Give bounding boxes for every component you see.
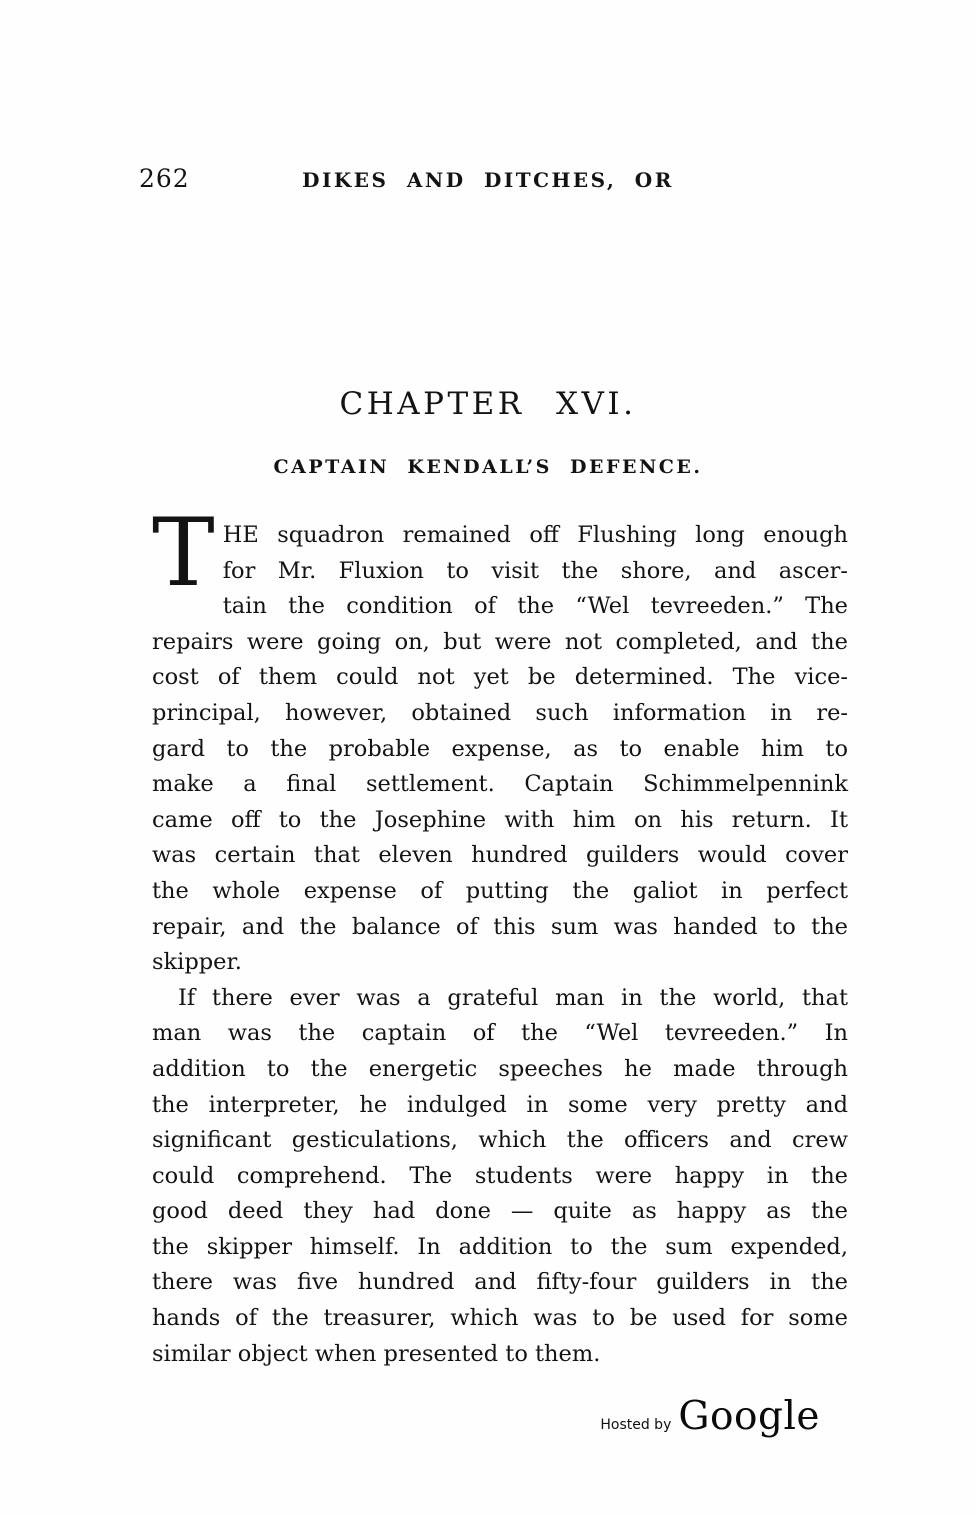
text-line: addition to the energetic speeches he made through: [152, 1055, 848, 1082]
chapter-title: CHAPTER XVI.: [339, 386, 637, 422]
text-line: came off to the Josephine with him on his return. It: [152, 806, 848, 833]
text-line: good deed they had done — quite as happy as the: [152, 1198, 848, 1225]
body-text: [152, 499, 848, 1372]
text-line: repairs were going on, but were not completed, and the: [152, 628, 848, 655]
paragraph: [152, 981, 848, 1373]
text-line: the whole expense of putting the galiot in perfect: [152, 877, 848, 904]
drop-cap: T: [152, 499, 215, 608]
page-number: 262: [139, 164, 190, 193]
text-line: was certain that eleven hundred guilders would cover: [152, 842, 848, 869]
text-line: gard to the probable expense, as to enable him to: [152, 735, 848, 762]
text-line: skipper.: [152, 949, 242, 976]
google-logo: Google: [678, 1394, 820, 1439]
text-line: HE squadron remained off Flushing long enough: [222, 522, 848, 548]
running-header: DIKES AND DITCHES, OR: [302, 168, 674, 192]
text-line: make a final settlement. Captain Schimmelpennink: [152, 771, 848, 798]
text-line: could comprehend. The students were happy in the: [152, 1162, 848, 1189]
text-line: the skipper himself. In addition to the sum expended,: [152, 1233, 848, 1260]
text-line: significant gesticulations, which the officers and crew: [152, 1127, 848, 1154]
paragraph: [152, 499, 848, 981]
text-line: man was the captain of the “Wel tevreeden.” In: [152, 1020, 848, 1047]
text-line: there was five hundred and fifty-four guilders in the: [152, 1269, 848, 1296]
text-line: repair, and the balance of this sum was handed to the: [152, 913, 848, 940]
paragraph-lines: [152, 499, 848, 981]
text-line: similar object when presented to them.: [152, 1340, 601, 1367]
text-line: hands of the treasurer, which was to be used for some: [152, 1305, 848, 1332]
chapter-subtitle: CAPTAIN KENDALL’S DEFENCE.: [273, 456, 703, 478]
text-line: principal, however, obtained such information in re-: [152, 699, 848, 726]
hosted-by-label: Hosted by: [600, 1417, 672, 1433]
scan-footer: [0, 1394, 976, 1439]
text-line: If there ever was a grateful man in the world, that: [178, 984, 848, 1011]
text-line: cost of them could not yet be determined. The vice-: [152, 664, 848, 691]
paragraph-lines: [152, 981, 848, 1373]
text-line: the interpreter, he indulged in some very pretty and: [152, 1091, 848, 1118]
text-line: tain the condition of the “Wel tevreeden.” The: [222, 593, 848, 620]
text-line: for Mr. Fluxion to visit the shore, and ascer-: [222, 557, 848, 584]
